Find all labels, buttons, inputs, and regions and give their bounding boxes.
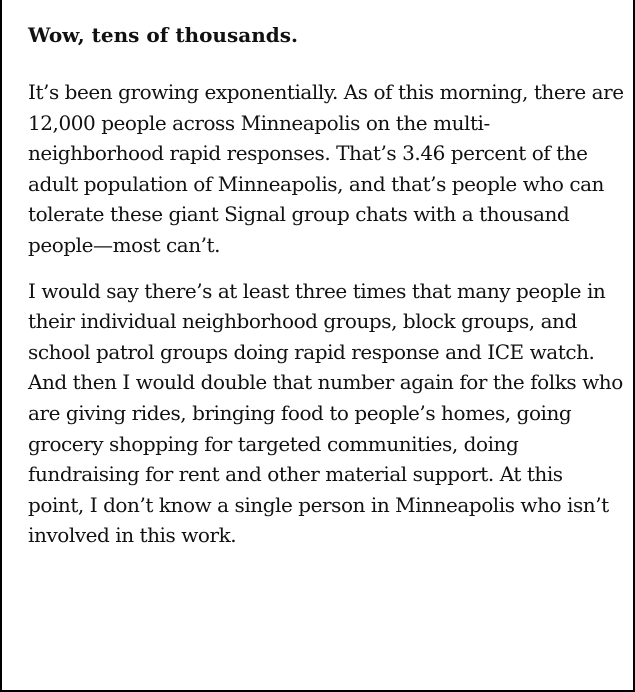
interview-question: Wow, tens of thousands. — [28, 23, 298, 47]
answer-paragraph: I would say there’s at least three times that many people in their individual neighborhood groups, block groups, and school patrol groups doing rapid response and ICE watch. And then I would double that number again for the folks who are giving rides, bringing food to people’s homes, going grocery shopping for targeted communities, doing fundraising for rent and other material support. At this point, I don’t know a single person in Minneapolis who isn’t involved in this work. — [28, 278, 623, 548]
interview-excerpt — [28, 20, 624, 551]
answer-paragraph: It’s been growing exponentially. As of this morning, there are 12,000 people across Minneapolis on the multi-neighborhood rapid responses. That’s 3.46 percent of the adult population of Minneapolis, and that’s people who can tolerate these giant Signal group chats with a thousand people—most can’t. — [28, 80, 624, 257]
